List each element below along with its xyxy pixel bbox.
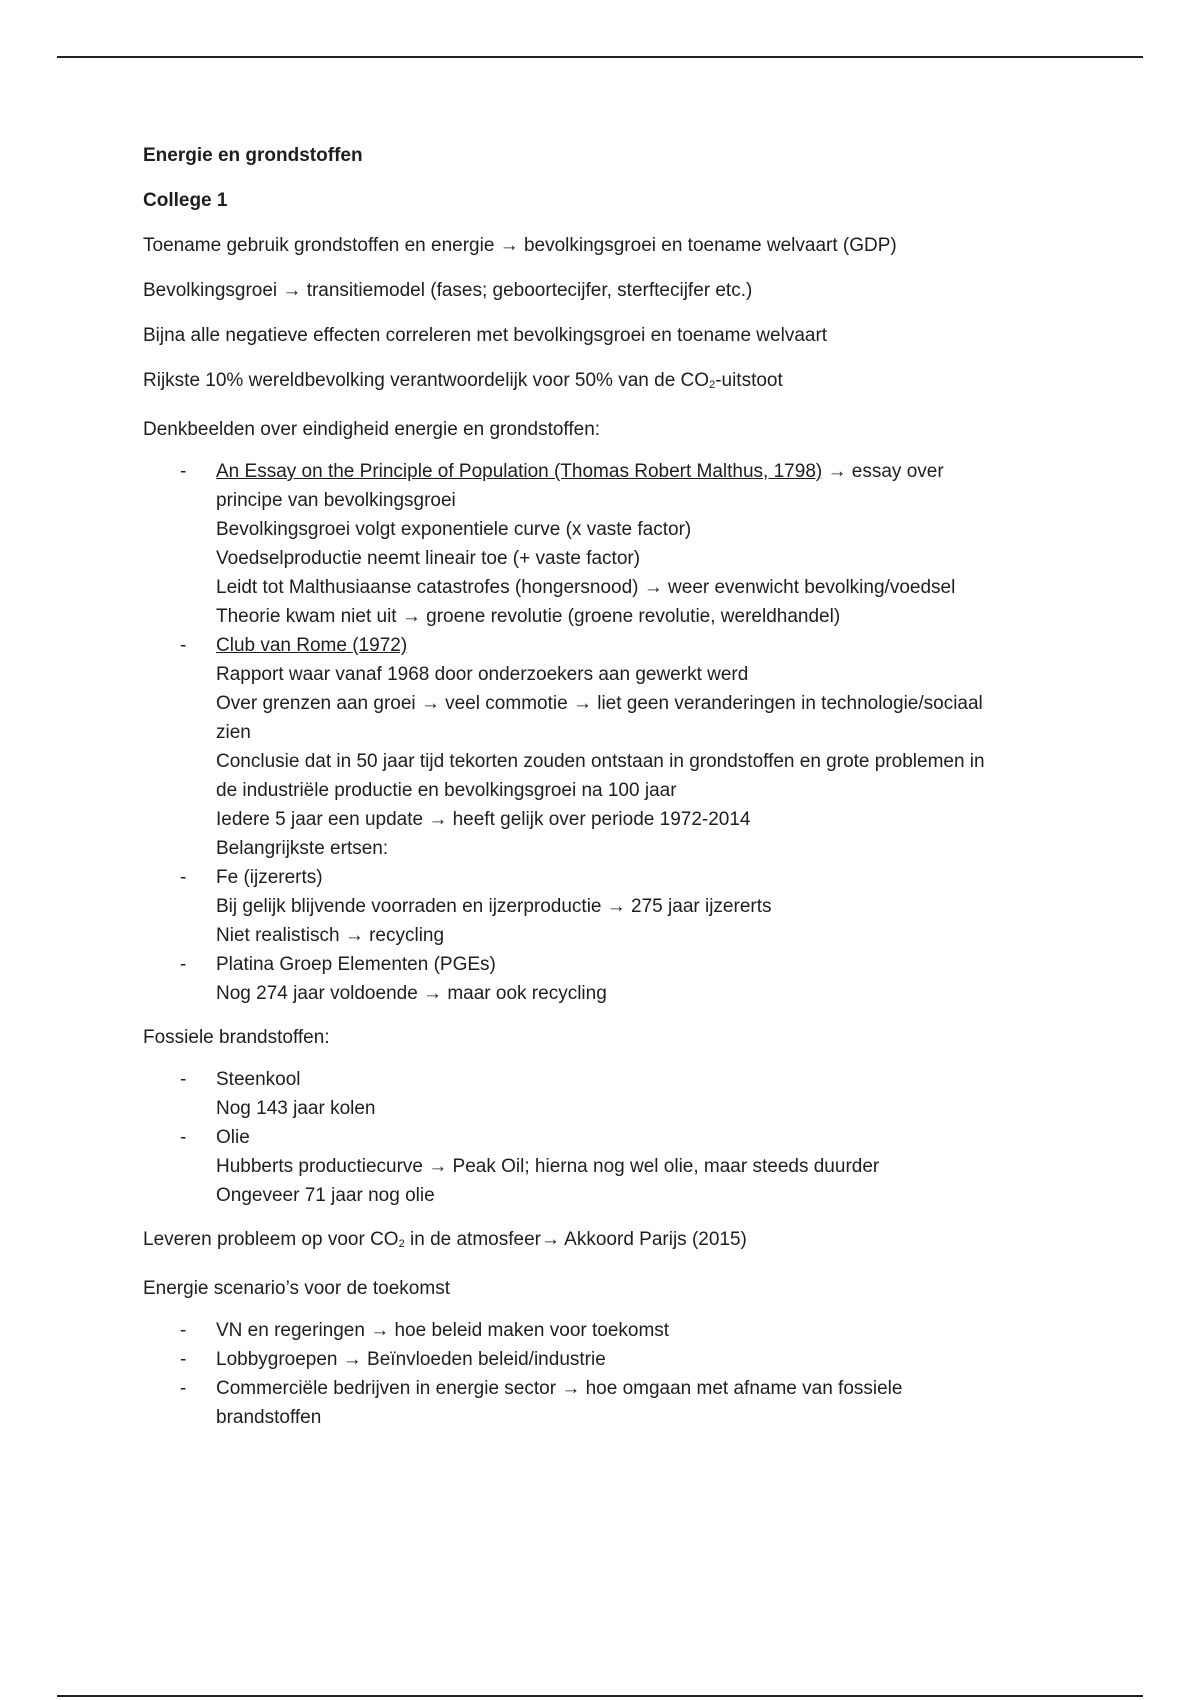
- fossiel-list: [143, 1065, 1063, 1210]
- bullet-dash: -: [180, 954, 187, 975]
- list-item-steenkool: - Steenkool Nog 143 jaar kolen: [143, 1065, 1063, 1123]
- list-item-olie: - Olie Hubberts productiecurve → Peak Oil; hierna nog wel olie, maar steeds duurder Ongeveer 71 jaar nog olie: [143, 1123, 1063, 1210]
- document-subtitle: College 1: [143, 190, 228, 211]
- footer-rule: [57, 1695, 1143, 1697]
- paragraph: Fossiele brandstoffen:: [143, 1027, 330, 1048]
- paragraph-co2-atmosfeer: Leveren probleem op voor $CO_2$ in de atmosfeer→ Akkoord Parijs (2015): [143, 1229, 747, 1250]
- bullet-dash: -: [180, 635, 187, 656]
- list-item-pge: - Platina Groep Elementen (PGEs) Nog 274 jaar voldoende → maar ook recycling: [143, 950, 1063, 1008]
- paragraph-co2: Rijkste 10% wereldbevolking verantwoordelijk voor 50% van de $CO_2$-uitstoot: [143, 370, 783, 391]
- paragraph: Toename gebruik grondstoffen en energie → bevolkingsgroei en toename welvaart (GDP): [143, 235, 897, 256]
- list-item-fe: - Fe (ijzererts) Bij gelijk blijvende voorraden en ijzerproductie → 275 jaar ijzererts Niet realistisch → recycling: [143, 863, 1063, 950]
- list-item: - Commerciële bedrijven in energie sector → hoe omgaan met afname van fossiele brandstoffen: [143, 1374, 1063, 1432]
- bullet-dash: -: [180, 1378, 187, 1399]
- paragraph: Bevolkingsgroei → transitiemodel (fases; geboortecijfer, sterftecijfer etc.): [143, 280, 753, 301]
- club-van-rome-title: Club van Rome (1972): [216, 635, 408, 656]
- eindigheid-list: [143, 457, 1063, 1008]
- bullet-dash: -: [180, 1069, 187, 1090]
- bullet-dash: -: [180, 1349, 187, 1370]
- scenario-list: [143, 1316, 1063, 1432]
- list-item-malthus: - An Essay on the Principle of Population (Thomas Robert Malthus, 1798) → essay over principe van bevolkingsgroei Bevolkingsgroei volgt exponentiele curve (x vaste factor) Voedselproductie neemt lineair toe (+ vaste factor) Leidt tot Malthusiaanse catastrofes (hongersnood) → weer evenwicht bevolking/voedsel Theorie kwam niet uit → groene revolutie (groene revolutie, wereldhandel): [143, 457, 1063, 631]
- list-item: - VN en regeringen → hoe beleid maken voor toekomst: [143, 1316, 1063, 1345]
- document-body: [143, 142, 1063, 1448]
- bullet-dash: -: [180, 1320, 187, 1341]
- bullet-dash: -: [180, 461, 187, 482]
- header-rule: [57, 56, 1143, 58]
- bullet-dash: -: [180, 867, 187, 888]
- bullet-dash: -: [180, 1127, 187, 1148]
- malthus-title: An Essay on the Principle of Population (Thomas Robert Malthus, 1798): [216, 461, 823, 482]
- paragraph: Bijna alle negatieve effecten correleren met bevolkingsgroei en toename welvaart: [143, 325, 828, 346]
- list-item-club-van-rome: - Club van Rome (1972) Rapport waar vanaf 1968 door onderzoekers aan gewerkt werd Over grenzen aan groei → veel commotie → liet geen veranderingen in technologie/sociaal zien Conclusie dat in 50 jaar tijd tekorten zouden ontstaan in grondstoffen en grote problemen in de industriële productie en bevolkingsgroei na 100 jaar Iedere 5 jaar een update → heeft gelijk over periode 1972-2014 Belangrijkste ertsen:: [143, 631, 1063, 863]
- document-title: Energie en grondstoffen: [143, 145, 363, 166]
- paragraph: Energie scenario’s voor de toekomst: [143, 1278, 450, 1299]
- list-item: - Lobbygroepen → Beïnvloeden beleid/industrie: [143, 1345, 1063, 1374]
- paragraph: Denkbeelden over eindigheid energie en grondstoffen:: [143, 419, 601, 440]
